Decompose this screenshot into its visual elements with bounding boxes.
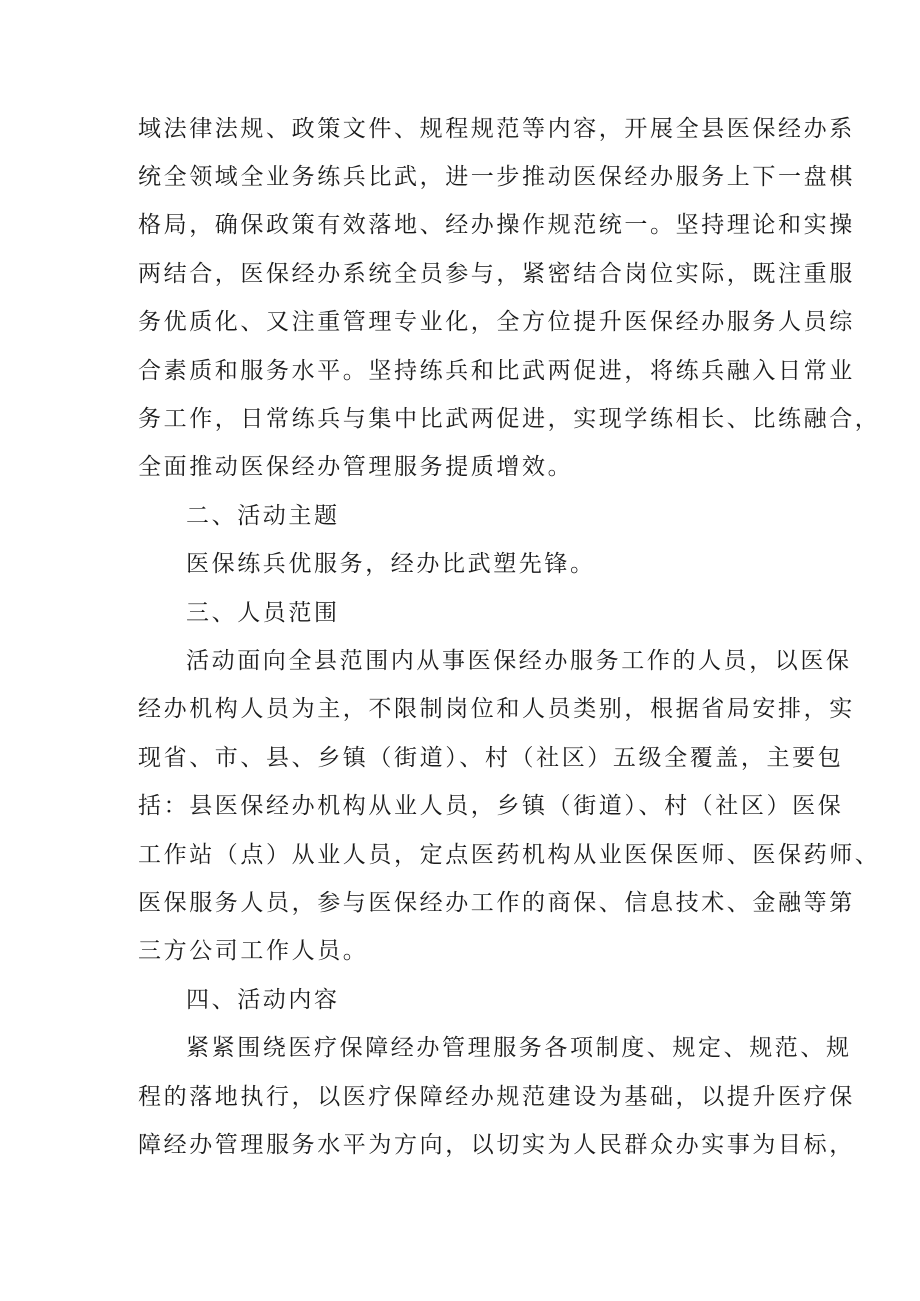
body-text-line: 统全领域全业务练兵比武，进一步推动医保经办服务上下一盘棋 xyxy=(138,164,855,190)
body-text-line: 医保练兵优服务，经办比武塑先锋。 xyxy=(186,551,596,577)
section-heading-theme: 二、活动主题 xyxy=(186,503,340,529)
section-heading-scope: 三、人员范围 xyxy=(186,600,340,626)
body-text-line: 务工作，日常练兵与集中比武两促进，实现学练相长、比练融合， xyxy=(138,406,881,432)
body-text-line: 医保服务人员，参与医保经办工作的商保、信息技术、金融等第 xyxy=(138,890,855,916)
body-text-line: 现省、市、县、乡镇（街道）、村（社区）五级全覆盖，主要包 xyxy=(138,745,844,771)
body-text-line: 三方公司工作人员。 xyxy=(138,938,369,964)
body-text-line: 域法律法规、政策文件、规程规范等内容，开展全县医保经办系 xyxy=(138,116,855,142)
body-text-line: 全面推动医保经办管理服务提质增效。 xyxy=(138,454,574,480)
body-text-line: 紧紧围绕医疗保障经办管理服务各项制度、规定、规范、规 xyxy=(186,1035,852,1061)
body-text-line: 程的落地执行，以医疗保障经办规范建设为基础，以提升医疗保 xyxy=(138,1084,855,1110)
body-text-line: 活动面向全县范围内从事医保经办服务工作的人员，以医保 xyxy=(186,648,852,674)
body-text-line: 工作站（点）从业人员，定点医药机构从业医保医师、医保药师、 xyxy=(138,842,881,868)
section-heading-content: 四、活动内容 xyxy=(186,987,340,1013)
body-text-line: 经办机构人员为主，不限制岗位和人员类别，根据省局安排，实 xyxy=(138,696,855,722)
body-text-line: 格局，确保政策有效落地、经办操作规范统一。坚持理论和实操 xyxy=(138,212,855,238)
body-text-line: 障经办管理服务水平为方向，以切实为人民群众办实事为目标， xyxy=(138,1132,855,1158)
body-text-line: 务优质化、又注重管理专业化，全方位提升医保经办服务人员综 xyxy=(138,309,855,335)
body-text-line: 两结合，医保经办系统全员参与，紧密结合岗位实际，既注重服 xyxy=(138,261,855,287)
body-text-line: 合素质和服务水平。坚持练兵和比武两促进，将练兵融入日常业 xyxy=(138,358,855,384)
body-text-line: 括：县医保经办机构从业人员，乡镇（街道）、村（社区）医保 xyxy=(138,793,844,819)
